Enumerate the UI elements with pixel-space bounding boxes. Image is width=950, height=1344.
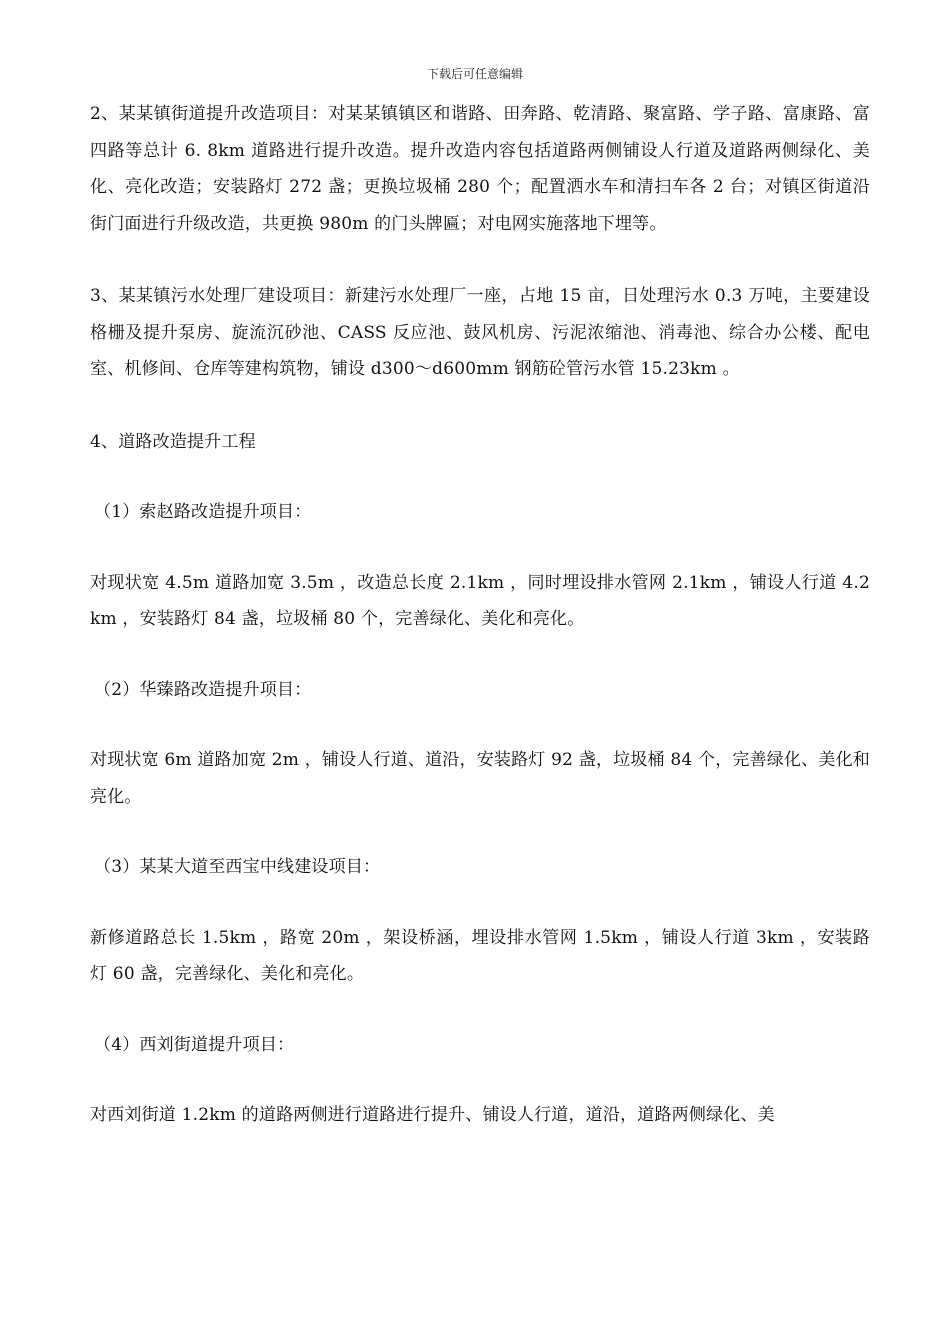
paragraph-item-2: 2、某某镇街道提升改造项目：对某某镇镇区和谐路、田奔路、乾清路、聚富路、学子路、富康路、富四路等总计 6. 8km 道路进行提升改造。提升改造内容包括道路两侧铺设人行道及道路两侧绿化、美化、亮化改造；安装路灯 272 盏；更换垃圾桶 280 个；配置洒水车和清扫车各 2 台；对镇区街道沿街门面进行升级改造，共更换 980m 的门头牌匾；对电网实施落地下埋等。 (90, 104, 870, 234)
subsection-title-1: （1）索赵路改造提升项目： (94, 502, 312, 522)
document-body (90, 96, 870, 1134)
subsection-title-3: （3）某某大道至西宝中线建设项目： (94, 857, 381, 877)
subsection-title-4: （4）西刘街道提升项目： (94, 1034, 295, 1055)
subsection-body-1: 对现状宽 4.5m 道路加宽 3.5m ，改造总长度 2.1km ，同时埋设排水管网 2.1km ，铺设人行道 4.2km ，安装路灯 84 盏，垃圾桶 80 个，完善绿化、美化和亮化。 (90, 572, 870, 629)
paragraph-item-3: 3、某某镇污水处理厂建设项目：新建污水处理厂一座，占地 15 亩，日处理污水 0.3 万吨，主要建设格栅及提升泵房、旋流沉砂池、CASS 反应池、鼓风机房、污泥浓缩池、消毒池、综合办公楼、配电室、机修间、仓库等建构筑物，铺设 d300～d600mm 钢筋砼管污水管 15.23km 。 (90, 286, 870, 379)
subsection-body-2: 对现状宽 6m 道路加宽 2m ，铺设人行道、道沿，安装路灯 92 盏，垃圾桶 84 个，完善绿化、美化和亮化。 (90, 750, 870, 807)
subsection-body-3: 新修道路总长 1.5km ，路宽 20m ，架设桥涵，埋设排水管网 1.5km ，铺设人行道 3km ，安装路灯 60 盏，完善绿化、美化和亮化。 (90, 927, 870, 984)
section-heading-4: 4、道路改造提升工程 (90, 431, 256, 452)
header-note: 下载后可任意编辑 (426, 67, 523, 81)
subsection-body-4: 对西刘街道 1.2km 的道路两侧进行道路进行提升、铺设人行道，道沿，道路两侧绿化、美 (90, 1105, 775, 1125)
subsection-title-2: （2）华臻路改造提升项目： (94, 679, 312, 700)
